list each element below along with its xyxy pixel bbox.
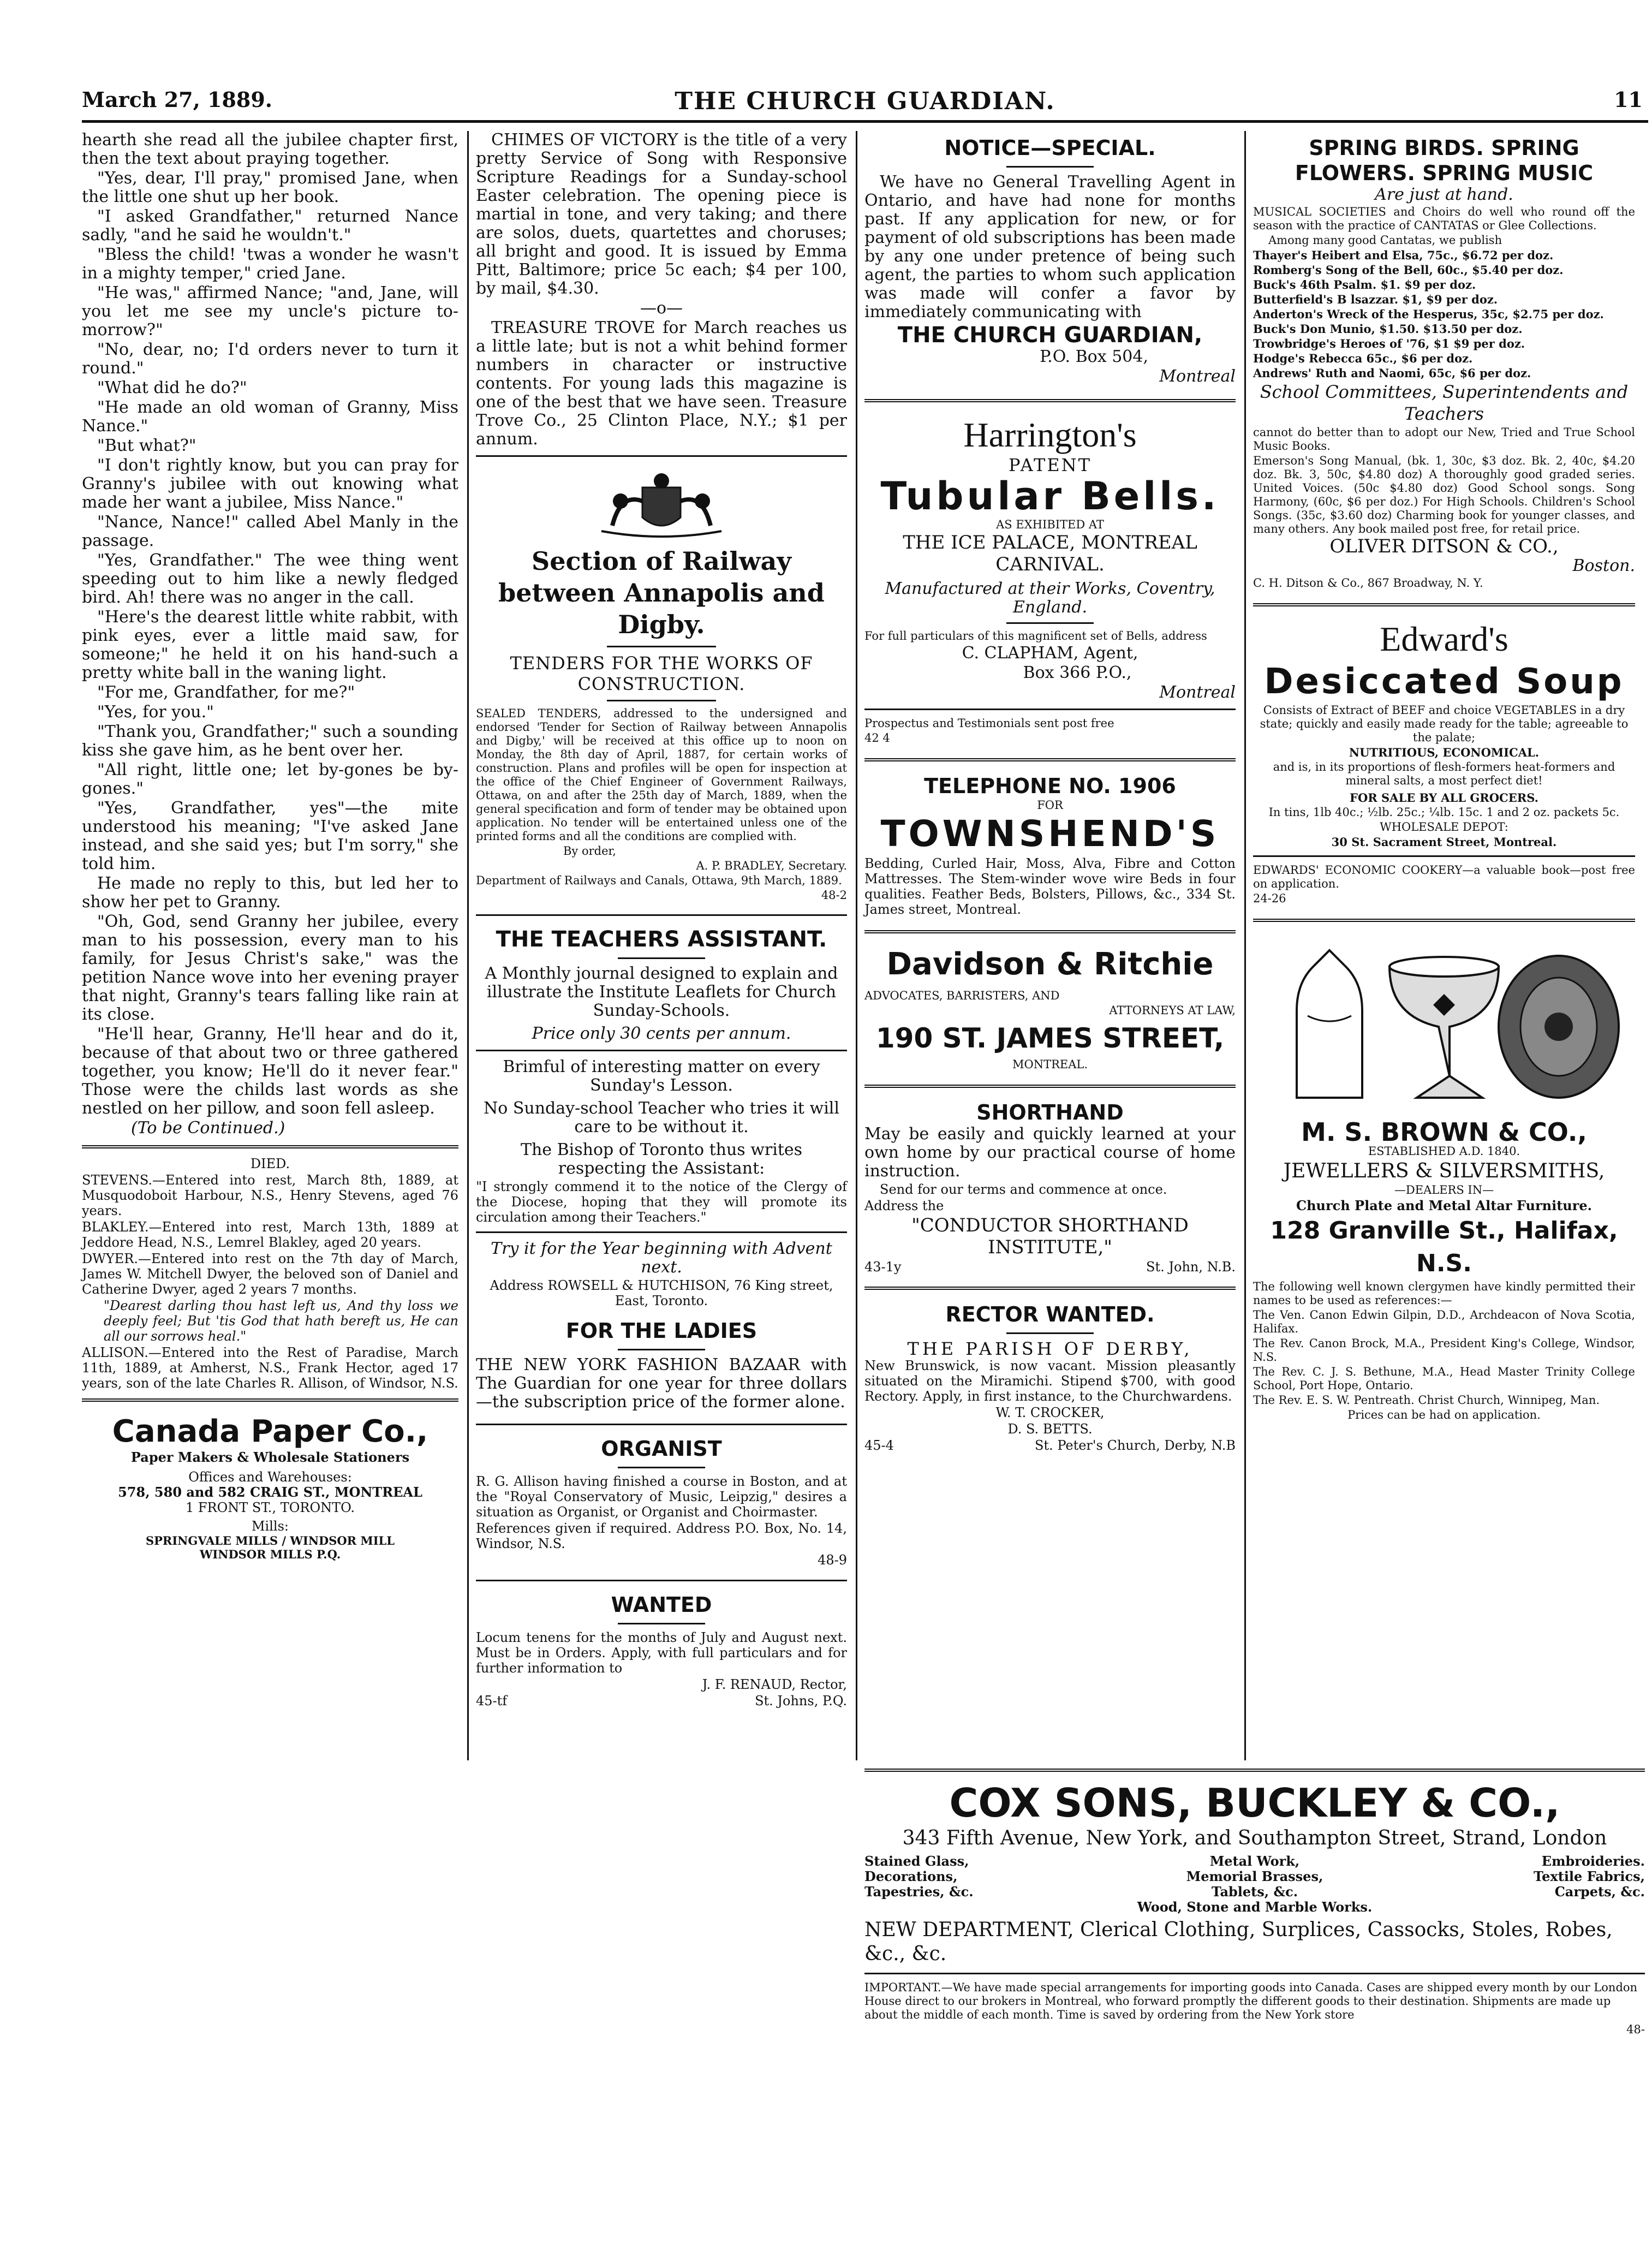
product-item: Tablets, &c.: [1211, 1884, 1298, 1900]
ad-text: and is, in its proportions of flesh-formers heat-formers and mineral salts, a most perfect diet!: [1273, 760, 1615, 787]
ad-city: St. John, N.B.: [1146, 1259, 1236, 1275]
ad-headline: TOWNSHEND'S: [880, 813, 1220, 855]
product-item: Tapestries, &c.: [864, 1884, 974, 1900]
column-1: [82, 131, 458, 1565]
column-2: [476, 131, 847, 1713]
church-plate-illustration-icon: [1264, 934, 1624, 1120]
ad-text: ADVOCATES, BARRISTERS, AND: [864, 989, 1060, 1002]
ad-mills: WINDSOR MILLS P.Q.: [199, 1547, 341, 1561]
newspaper-page: [82, 82, 1648, 2243]
organist-ad: [476, 1432, 847, 1573]
ad-text: WHOLESALE DEPOT:: [1380, 820, 1508, 834]
notice-special-ad: [864, 131, 1236, 391]
ad-code: 42 4: [864, 731, 890, 745]
story-paragraph: "For me, Grandfather, for me?": [97, 683, 355, 702]
reference-item: The Rev. Canon Brock, M.A., President King's College, Windsor, N.S.: [1253, 1337, 1635, 1364]
harrington-bells-ad: [864, 410, 1236, 751]
ad-text: ATTORNEYS AT LAW,: [1109, 1004, 1236, 1017]
ad-text: The following well known clergymen have kindly permitted their names to be used as references:—: [1253, 1280, 1635, 1307]
ad-name: C. CLAPHAM, Agent,: [962, 644, 1138, 663]
death-notice: DWYER.—Entered into rest on the 7th day of March, James W. Mitchell Dwyer, the beloved son of Daniel and Catherine Dwyer, aged 2 years 7 months.: [82, 1251, 458, 1297]
ad-headline: Desiccated Soup: [1264, 662, 1624, 702]
product-item: Carpets, &c.: [1554, 1884, 1645, 1900]
ad-title: SPRING BIRDS. SPRING FLOWERS. SPRING MUSIC: [1295, 136, 1594, 185]
coat-of-arms-icon: [591, 471, 732, 542]
ad-footer: [864, 1259, 1236, 1275]
chimes-notice: CHIMES OF VICTORY is the title of a very pretty Service of Song with Responsive Scripture Readings for a Sunday-school Easter celebration. The opening piece is martial in tone, and very taking; and there are solos, duets, quartettes and choruses; all bright and good. It is issued by Emma Pitt, Baltimore; price 5c each; $4 per 100, by mail, $4.30.: [476, 130, 847, 298]
ad-text: Manufactured at their Works, Coventry, England.: [885, 579, 1215, 617]
ad-text: Try it for the Year beginning with Advent next.: [491, 1239, 832, 1277]
davidson-ritchie-ad: [864, 941, 1236, 1077]
story-paragraph: "All right, little one; let by-gones be by-gones.": [82, 760, 458, 798]
cantata-item: Buck's 46th Psalm. $1. $9 per doz.: [1253, 278, 1476, 291]
cantata-list: [1253, 248, 1635, 380]
ad-text: Mills:: [251, 1519, 289, 1534]
ad-text: MUSICAL SOCIETIES and Choirs do well who round off the season with the practice of CANTATAS or Glee Collections.: [1253, 205, 1635, 232]
divider: [476, 1424, 847, 1425]
ad-text: By order,: [563, 844, 616, 858]
memorial-verse: "Dearest darling thou hast left us, And thy loss we deeply feel; But 'tis God that hath bereft us, He can all our sorrows heal.": [104, 1298, 458, 1344]
divider: [864, 1085, 1236, 1088]
column-divider: [856, 131, 857, 1760]
divider: [476, 914, 847, 916]
divider: [864, 758, 1236, 761]
ad-headline: Tubular Bells.: [880, 474, 1220, 519]
ad-place: St. Peter's Church, Derby, N.B: [1034, 1438, 1236, 1453]
ad-subheading: School Committees, Superintendents and Teachers: [1260, 382, 1629, 424]
ad-title: Edward's: [1380, 620, 1508, 658]
ad-quote: "I strongly commend it to the notice of the Clergy of the Diocese, hoping that they will promote its circulation among their Teachers.": [476, 1179, 847, 1225]
page-number: 11: [1614, 87, 1643, 112]
ad-city: Boston.: [1572, 556, 1635, 575]
column-4: [1253, 131, 1635, 1427]
ad-text: Offices and Warehouses:: [188, 1469, 352, 1485]
ad-address: P.O. Box 504,: [1040, 347, 1148, 366]
ad-name: THE CHURCH GUARDIAN,: [897, 323, 1203, 348]
product-grid: [864, 1854, 1645, 1900]
divider: [618, 957, 705, 959]
ad-subtitle: Are just at hand.: [1375, 185, 1513, 204]
died-heading: DIED.: [250, 1156, 290, 1171]
died-notices: [82, 1156, 458, 1391]
ad-title: Section of Railway between Annapolis and Digby.: [498, 546, 825, 639]
ad-code: 45-tf: [476, 1693, 508, 1709]
cantata-item: Thayer's Heibert and Elsa, 75c., $6.72 per doz.: [1253, 248, 1554, 262]
ad-title: TELEPHONE NO. 1906: [924, 774, 1176, 798]
reference-item: The Ven. Canon Edwin Gilpin, D.D., Archdeacon of Nova Scotia, Halifax.: [1253, 1308, 1635, 1335]
divider: [864, 399, 1236, 402]
ad-body: SEALED TENDERS, addressed to the undersigned and endorsed 'Tender for Section of Railway between Annapolis and Digby,' will be received at this office up to noon on Monday, the 8th day of April, 1887, for certain works of construction. Plans and profiles will be open for inspection at the office of the Chief Engineer of Government Railways, Ottawa, on and after the 25th day of March, 1889, when the general specification and form of tender may be obtained upon application. No tender will be entertained unless one of the printed forms and all the conditions are complied with.: [476, 707, 847, 843]
shorthand-ad: [864, 1096, 1236, 1279]
ladies-ad: [476, 1314, 847, 1417]
product-item: Memorial Brasses,: [1186, 1868, 1323, 1884]
ad-name: "CONDUCTOR SHORTHAND INSTITUTE,": [911, 1215, 1189, 1258]
ad-title: FOR THE LADIES: [565, 1319, 758, 1343]
story-paragraph: "Thank you, Grandfather;" such a sounding kiss she gave him, as he bent over her.: [82, 722, 458, 760]
ad-code: 24-26: [1253, 892, 1286, 905]
divider: [618, 1349, 705, 1350]
ad-text: THE NEW YORK FASHION BAZAAR with The Guardian for one year for three dollars—the subscription price of the former alone.: [476, 1355, 847, 1412]
ad-title: NOTICE—SPECIAL.: [944, 136, 1156, 160]
edwards-soup-ad: [1253, 614, 1635, 911]
story-paragraph: "Yes, Grandfather." The wee thing went speeding out to him like a newly fledged bird. Ah! there was no anger in the call.: [82, 551, 458, 607]
cantata-item: Buck's Don Munio, $1.50. $13.50 per doz.: [1253, 322, 1523, 336]
ad-text: Send for our terms and commence at once.: [880, 1182, 1167, 1197]
ad-text: References given if required. Address P.O. Box, No. 14, Windsor, N.S.: [476, 1521, 847, 1551]
ad-title: Harrington's: [963, 415, 1137, 454]
wanted-ad: [476, 1588, 847, 1713]
ad-code: 43-1y: [864, 1259, 902, 1275]
ad-address: 1 FRONT ST., TORONTO.: [185, 1500, 355, 1515]
divider: [476, 1050, 847, 1051]
ad-text: AS EXHIBITED AT: [996, 518, 1104, 531]
ad-city: Montreal: [1159, 683, 1236, 702]
ad-text: New Brunswick, is now vacant. Mission pleasantly situated on the Miramichi. Stipend $700, with good Rectory. Apply, in first instance, to the Churchwardens.: [864, 1358, 1236, 1404]
story-paragraph: hearth she read all the jubilee chapter first, then the text about praying together.: [82, 130, 458, 168]
ad-city: Montreal: [1159, 367, 1236, 386]
ad-code: 45-4: [864, 1438, 894, 1453]
cox-sons-ad: [864, 1769, 1645, 2038]
canada-paper-ad: [82, 1409, 458, 1565]
divider: [1253, 855, 1635, 857]
ad-city: MONTREAL.: [1012, 1058, 1088, 1071]
column-divider: [467, 131, 469, 1760]
story-paragraph: "But what?": [97, 436, 196, 455]
story-paragraph: "Here's the dearest little white rabbit, with pink eyes, ever a little maid saw, for someone;" he held it on his hand-such a pretty white ball in the waning light.: [82, 608, 458, 682]
cantata-item: Butterfield's B lsazzar. $1, $9 per doz.: [1253, 293, 1498, 306]
ad-title: RECTOR WANTED.: [945, 1302, 1155, 1326]
divider: [864, 930, 1236, 933]
newspaper-title: THE CHURCH GUARDIAN.: [675, 87, 1055, 115]
cantata-item: Anderton's Wreck of the Hesperus, 35c, $2.75 per doz.: [1253, 307, 1604, 321]
divider: [1253, 603, 1635, 606]
ad-mills: SPRINGVALE MILLS / WINDSOR MILL: [145, 1534, 395, 1547]
ad-title: M. S. BROWN & CO.,: [1301, 1117, 1587, 1147]
divider: [618, 1467, 705, 1468]
death-notice: ALLISON.—Entered into the Rest of Paradise, March 11th, 1889, at Amherst, N.S., Frank Hector, aged 17 years, son of the late Charles R. Allison, of Windsor, N.S.: [82, 1345, 458, 1391]
ad-text: IMPORTANT.—We have made special arrangements for importing goods into Canada. Cases are shipped every month by our London House direct to our brokers in Montreal, who forward promptly the different goods to their destination. Shipments are made up about the middle of each month. Time is saved by ordering from the New York store: [864, 1981, 1638, 2021]
ad-signature: A. P. BRADLEY, Secretary.: [696, 859, 847, 872]
ad-text: —DEALERS IN—: [1394, 1183, 1494, 1197]
ad-text: THE PARISH OF DERBY,: [907, 1338, 1193, 1359]
ad-address: 190 ST. JAMES STREET,: [875, 1022, 1225, 1054]
ad-signature: J. F. RENAUD, Rector,: [702, 1677, 847, 1692]
ad-code: 48-9: [818, 1552, 847, 1568]
divider-mark: —o—: [640, 299, 683, 318]
reference-item: The Rev. C. J. S. Bethune, M.A., Head Master Trinity College School, Port Hope, Ontario.: [1253, 1365, 1635, 1392]
ad-title: Canada Paper Co.,: [112, 1414, 428, 1449]
teachers-assistant-ad: [476, 922, 847, 1314]
story-paragraph: "What did he do?": [97, 378, 247, 397]
reference-item: The Rev. E. S. W. Pentreath. Christ Church, Winnipeg, Man.: [1253, 1394, 1600, 1407]
ad-text: Emerson's Song Manual, (bk. 1, 30c, $3 doz. Bk. 2, 40c, $4.20 doz. Bk. 3, 50c, $4.80 doz) A thoroughly good graded series. United Voices. (50c $4.80 doz) Good School songs. Song Harmony, (60c, $6 per doz.) For High Schools. Children's School Songs. (35c, $3.60 doz) Charming book for younger classes, and many others. Any book mailed post free, for retail price.: [1253, 454, 1635, 535]
ad-text: R. G. Allison having finished a course in Boston, and at the "Royal Conservatory of Music, Leipzig," desires a situation as Organist, or Organist and Choirmaster.: [476, 1474, 847, 1520]
death-notice: STEVENS.—Entered into rest, March 8th, 1889, at Musquodoboit Harbour, N.S., Henry Stevens, aged 76 years.: [82, 1172, 458, 1218]
ad-text: In tins, 1lb 40c.; ½lb. 25c.; ¼lb. 15c. 1 and 2 oz. packets 5c.: [1268, 806, 1620, 819]
ad-place: St. Johns, P.Q.: [755, 1693, 847, 1709]
ad-address: Address ROWSELL & HUTCHISON, 76 King street, East, Toronto.: [490, 1278, 833, 1308]
ad-text: NUTRITIOUS, ECONOMICAL.: [1349, 746, 1540, 759]
to-be-continued: (To be Continued.): [131, 1118, 285, 1138]
ad-text: Bedding, Curled Hair, Moss, Alva, Fibre and Cotton Mattresses. The Stem-winder wove wire Beds in four qualities. Feather Beds, Bolsters, Pillows, &c., 334 St. James street, Montreal.: [864, 856, 1236, 917]
ad-title: ORGANIST: [601, 1437, 722, 1461]
ad-text: Department of Railways and Canals, Ottawa, 9th March, 1889.: [476, 874, 842, 887]
ad-address: 343 Fifth Avenue, New York, and Southampton Street, Strand, London: [902, 1827, 1607, 1849]
death-notice: BLAKLEY.—Entered into rest, March 13th, 1889 at Jeddore Head, N.S., Lemrel Blakley, aged 20 years.: [82, 1219, 458, 1250]
column-3: [864, 131, 1236, 1457]
issue-date: March 27, 1889.: [82, 87, 273, 112]
ad-subtitle: Paper Makers & Wholesale Stationers: [130, 1449, 410, 1465]
column-divider: [1244, 131, 1246, 1760]
divider: [1006, 166, 1094, 168]
product-item: Wood, Stone and Marble Works.: [1137, 1899, 1373, 1915]
ad-text: ESTABLISHED A.D. 1840.: [1368, 1145, 1520, 1158]
ad-subtitle: JEWELLERS & SILVERSMITHS,: [1283, 1160, 1605, 1182]
story-paragraph: "I don't rightly know, but you can pray for Granny's jubilee with out knowing what made her want a jubilee, Miss Nance.": [82, 456, 458, 512]
ad-subtitle: TENDERS FOR THE WORKS OF CONSTRUCTION.: [510, 653, 813, 694]
story-paragraph: "No, dear, no; I'd orders never to turn it round.": [82, 340, 458, 378]
ad-text: EDWARDS' ECONOMIC COOKERY—a valuable book—post free on application.: [1253, 864, 1635, 890]
ad-text: cannot do better than to adopt our New, Tried and True School Music Books.: [1253, 426, 1635, 453]
ad-footer: [864, 1438, 1236, 1453]
masthead: [82, 82, 1648, 123]
ad-text: Locum tenens for the months of July and August next. Must be in Orders. Apply, with full particulars and for further information to: [476, 1630, 847, 1676]
cantata-item: Romberg's Song of the Bell, 60c., $5.40 per doz.: [1253, 263, 1564, 277]
product-item: Decorations,: [864, 1868, 958, 1884]
ad-text: A Monthly journal designed to explain and illustrate the Institute Leaflets for Church Sunday-Schools.: [485, 964, 838, 1020]
product-item: Metal Work,: [1209, 1853, 1300, 1869]
story-paragraph: "Yes, dear, I'll pray," promised Jane, when the little one shut up her book.: [82, 169, 458, 206]
cantata-item: Andrews' Ruth and Naomi, 65c, $6 per doz.: [1253, 366, 1531, 380]
ad-title: SHORTHAND: [976, 1100, 1124, 1124]
ad-name: OLIVER DITSON & CO.,: [1329, 535, 1559, 557]
story-paragraph: "Nance, Nance!" called Abel Manly in the passage.: [82, 513, 458, 550]
story-continued: [82, 131, 458, 1138]
story-paragraph: "Bless the child! 'twas a wonder he wasn't in a mighty temper," cried Jane.: [82, 245, 458, 283]
ad-text: Among many good Cantatas, we publish: [1268, 234, 1502, 247]
ad-text: C. H. Ditson & Co., 867 Broadway, N. Y.: [1253, 576, 1483, 590]
ad-address: 128 Granville St., Halifax, N.S.: [1270, 1217, 1618, 1277]
divider: [476, 1580, 847, 1581]
ad-text: Brimful of interesting matter on every Sunday's Lesson.: [503, 1057, 820, 1095]
divider: [607, 646, 716, 647]
divider: [476, 1231, 847, 1233]
divider: [618, 1623, 705, 1624]
ad-text: Consists of Extract of BEEF and choice VEGETABLES in a dry state; quickly and easily made ready for the table; agreeable to the palate;: [1260, 704, 1629, 744]
cantata-item: Hodge's Rebecca 65c., $6 per doz.: [1253, 352, 1473, 365]
ad-text: FOR SALE BY ALL GROCERS.: [1350, 791, 1538, 805]
ad-text: For full particulars of this magnificent set of Bells, address: [864, 629, 1207, 642]
divider: [476, 455, 847, 457]
story-paragraph: "He made an old woman of Granny, Miss Nance.": [82, 398, 458, 436]
story-paragraph: "Oh, God, send Granny her jubilee, every man to his possession, every man to his family, for Jesus Christ's sake," was the petition Nance wove into her evening prayer that night, Granny's tears falling like rain at its close.: [82, 912, 458, 1024]
ad-signature: W. T. CROCKER,: [995, 1405, 1105, 1420]
divider: [607, 700, 716, 701]
ad-text: No Sunday-school Teacher who tries it will care to be without it.: [484, 1099, 839, 1136]
product-item: Stained Glass,: [864, 1853, 969, 1869]
ad-text: The Bishop of Toronto thus writes respecting the Assistant:: [520, 1140, 803, 1178]
story-paragraph: "I asked Grandfather," returned Nance sadly, "and he said he wouldn't.": [82, 207, 458, 245]
ad-title: COX SONS, BUCKLEY & CO.,: [949, 1780, 1560, 1826]
rector-wanted-ad: [864, 1297, 1236, 1457]
divider: [864, 709, 1236, 710]
divider: [1006, 1332, 1094, 1334]
divider: [82, 1398, 458, 1402]
divider: [1253, 919, 1635, 922]
story-paragraph: "Yes, Grandfather, yes"—the mite understood his meaning; "I've asked Jane instead, and she said yes; but I'm sorry," she told him.: [82, 799, 458, 873]
ad-text: Prospectus and Testimonials sent post free: [864, 717, 1114, 730]
divider: [864, 1287, 1236, 1290]
ad-address: Box 366 P.O.,: [1023, 663, 1132, 682]
divider: [864, 1973, 1645, 1974]
ad-code: 48-: [1626, 2023, 1645, 2036]
townshend-ad: [864, 769, 1236, 922]
product-item: Textile Fabrics,: [1534, 1868, 1645, 1884]
ad-text: We have no General Travelling Agent in Ontario, and have had none for months past. If any application for new, or for payment of old subscriptions has been made by any one under pretence of being such agent, the parties to whom such application was made will confer a favor by immediately communicating with: [864, 172, 1236, 322]
ms-brown-ad: [1253, 930, 1635, 1427]
ad-title: WANTED: [611, 1593, 712, 1617]
ad-text: NEW DEPARTMENT, Clerical Clothing, Surplices, Cassocks, Stoles, Robes, &c., &c.: [864, 1919, 1613, 1965]
ad-text: Address the: [864, 1198, 944, 1213]
ad-signature: D. S. BETTS.: [1007, 1421, 1093, 1437]
ad-text: Church Plate and Metal Altar Furniture.: [1296, 1198, 1593, 1213]
ad-price: Price only 30 cents per annum.: [532, 1024, 791, 1043]
ad-text: FOR: [1037, 799, 1063, 812]
ad-code: 48-2: [821, 889, 847, 902]
ad-address: 578, 580 and 582 CRAIG ST., MONTREAL: [118, 1484, 422, 1500]
story-paragraph: "He'll hear, Granny, He'll hear and do it, because of that about two or three gathered together, you know; He'll do it never fear." Those were the childs last words as she nestled on her pillow, and soon fell asleep.: [82, 1025, 458, 1118]
divider: [1006, 622, 1094, 624]
product-item: Embroideries.: [1541, 1853, 1645, 1869]
spring-music-ad: [1253, 131, 1635, 596]
ad-text: May be easily and quickly learned at your own home by our practical course of home instruction.: [864, 1124, 1236, 1181]
ad-title: THE TEACHERS ASSISTANT.: [496, 927, 827, 952]
ad-text: PATENT: [1009, 455, 1092, 475]
story-paragraph: He made no reply to this, but led her to show her pet to Granny.: [82, 874, 458, 912]
ad-text: THE ICE PALACE, MONTREAL CARNIVAL.: [903, 532, 1197, 575]
ad-text: Prices can be had on application.: [1347, 1408, 1541, 1421]
railway-tender-ad: [476, 463, 847, 908]
treasure-notice: TREASURE TROVE for March reaches us a little late; but is not a whit behind former numbers in character or instructive contents. For young lads this magazine is one of the best that we have seen. Treasure Trove Co., 25 Clinton Place, N.Y.; $1 per annum.: [476, 318, 847, 449]
ad-title: Davidson & Ritchie: [886, 947, 1214, 982]
story-paragraph: "He was," affirmed Nance; "and, Jane, will you let me see my uncle's picture to-morrow?": [82, 283, 458, 340]
ad-address: 30 St. Sacrament Street, Montreal.: [1331, 835, 1557, 849]
ad-footer: [476, 1693, 847, 1709]
divider: [82, 1145, 458, 1148]
cantata-item: Trowbridge's Heroes of '76, $1 $9 per doz.: [1253, 337, 1525, 350]
story-paragraph: "Yes, for you.": [97, 703, 214, 722]
